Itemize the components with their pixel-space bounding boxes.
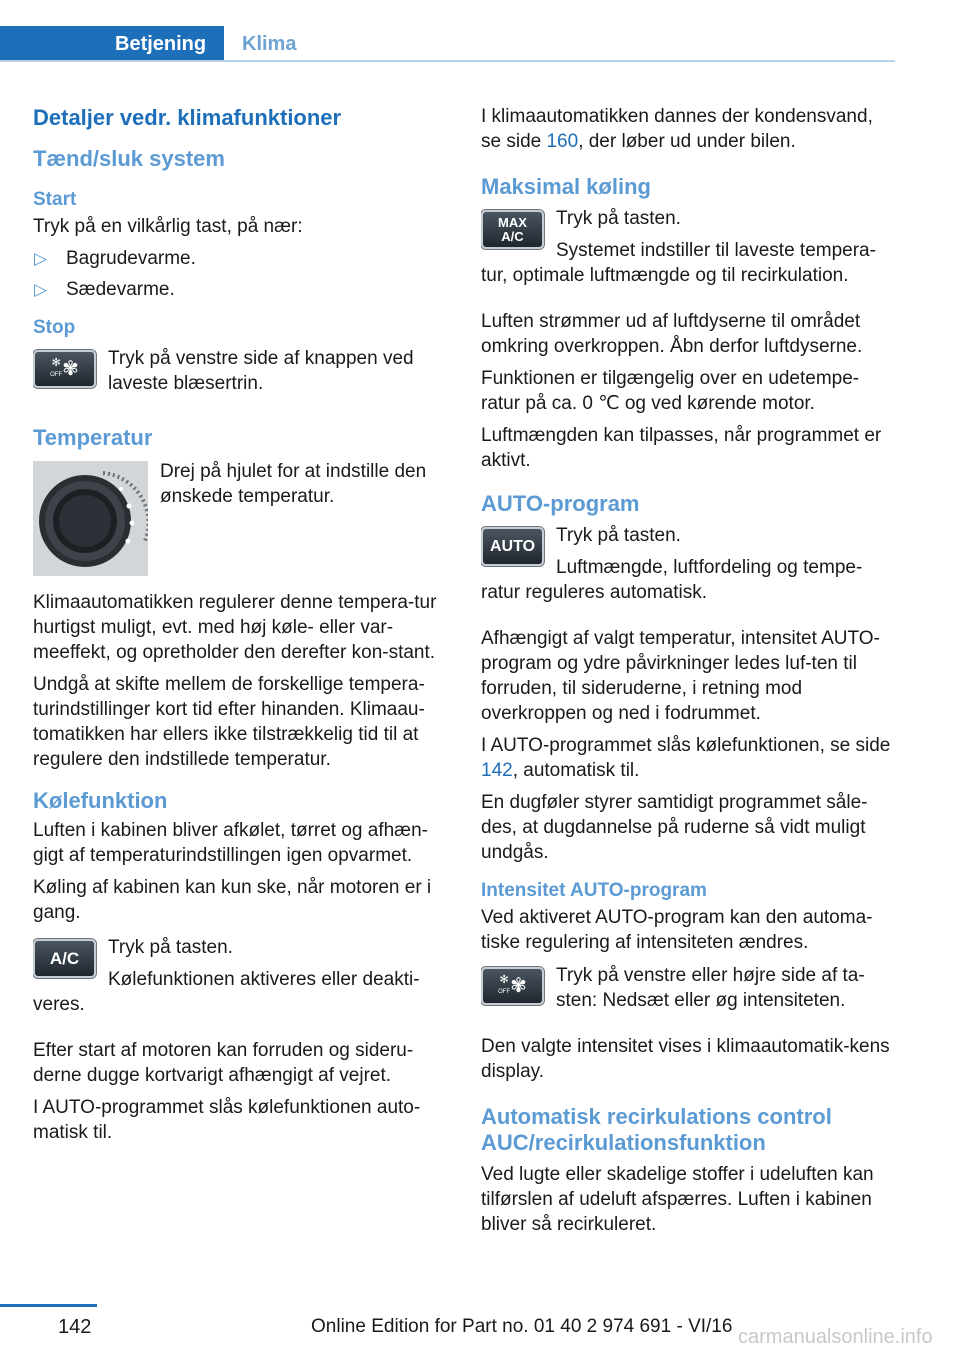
page-number: 142 <box>58 1316 92 1338</box>
list-item: ▷ Bagrudevarme. <box>34 248 196 269</box>
section-title: Detaljer vedr. klimafunktioner <box>33 105 342 130</box>
intensity-figure-text: Tryk på venstre eller højre side af ta‐sten: Nedsæt eller øg intensiteten. <box>556 965 865 1011</box>
condensation-paragraph: I klimaautomatikken dannes der kondensvand, se side 160, der løber ud under bilen. <box>481 106 873 152</box>
heading-cooling: Kølefunktion <box>33 788 168 813</box>
temperature-figure <box>33 459 449 576</box>
heading-stop: Stop <box>33 317 76 338</box>
knob-icon <box>33 461 148 576</box>
exception-list <box>33 246 449 302</box>
heading-start: Start <box>33 189 77 210</box>
ac-button-image: A/C <box>33 939 96 978</box>
stop-text: Tryk på venstre side af knappen ved laveste blæsertrin. <box>108 348 414 394</box>
intensity-paragraph-2: Den valgte intensitet vises i klimaautomatik‐kens display. <box>481 1036 890 1082</box>
ac-figure <box>33 935 449 1024</box>
intensity-paragraph-1: Ved aktiveret AUTO-program kan den automa‐tiske regulering af intensiteten ændres. <box>481 907 873 953</box>
cooling-paragraph-1: Luften i kabinen bliver afkølet, tørret og afhæn‐gigt af temperaturindstillingen igen opvarmet. <box>33 820 428 866</box>
heading-intensity: Intensitet AUTO-program <box>481 880 707 901</box>
max-paragraph-2: Funktionen er tilgængelig over en udetempe‐ratur på ca. 0 ℃ og ved kørende motor. <box>481 368 860 414</box>
fan-icon: ✾ <box>62 357 79 380</box>
page-link-142[interactable]: 142 <box>481 760 513 781</box>
temperature-figure-text: Drej på hjulet for at indstille den ønskede temperatur. <box>160 461 427 507</box>
page-link-160[interactable]: 160 <box>546 131 579 152</box>
max-paragraph-1: Luften strømmer ud af luftdyserne til området omkring overkroppen. Åbn derfor luftdyserne. <box>481 311 863 357</box>
edition-text: Online Edition for Part no. 01 40 2 974 691 - VI/16 <box>311 1316 733 1337</box>
temperature-paragraph-2: Undgå at skifte mellem de forskellige tempera‐turindstillinger kort tid efter hinanden. Klimaau‐tomatikken har ellers ikke tilstrækkelig tid til at regulere den indstillede temperatur. <box>33 674 425 770</box>
temperature-knob-image <box>33 461 148 576</box>
max-figure <box>481 206 896 295</box>
auto-paragraph-1: Afhængigt af valgt temperatur, intensitet AUTO-program og ydre påvirkninger ledes luf‐ten til forruden, til sideruderne, i retning mod overkroppen og ned i fodrummet. <box>481 628 880 724</box>
auto-text-1: Tryk på tasten. <box>556 525 681 546</box>
intensity-figure <box>481 963 896 1020</box>
header-tabs <box>0 26 895 62</box>
ac-text-1: Tryk på tasten. <box>108 937 233 958</box>
auc-paragraph: Ved lugte eller skadelige stoffer i udeluften kan tilførslen af udeluft afspærres. Luften i kabinen bliver så recirkuleret. <box>481 1164 874 1235</box>
fan-off-icon: ✻ OFF <box>50 357 63 378</box>
heading-temperature: Temperatur <box>33 425 153 450</box>
max-paragraph-3: Luftmængden kan tilpasses, når programmet er aktivt. <box>481 425 882 471</box>
tab-betjening[interactable]: Betjening <box>0 26 224 62</box>
auto-paragraph-3: En dugføler styrer samtidigt programmet såle‐des, at dugdannelse på ruderne så vidt muligt undgås. <box>481 792 868 863</box>
cooling-paragraph-4: I AUTO-programmet slås kølefunktionen auto‐matisk til. <box>33 1097 421 1143</box>
max-text-1: Tryk på tasten. <box>556 208 681 229</box>
triangle-bullet-icon: ▷ <box>34 280 48 299</box>
triangle-bullet-icon: ▷ <box>34 249 48 268</box>
auto-button-image: AUTO <box>481 527 544 566</box>
fan-icon: ✾ <box>510 974 527 997</box>
stop-figure <box>33 346 449 403</box>
fan-button-image <box>33 350 96 388</box>
cooling-paragraph-3: Efter start af motoren kan forruden og sideru‐derne dugge kortvarigt afhængigt af vejret. <box>33 1040 414 1086</box>
auto-text-2: Luftmængde, luftfordeling og tempe‐ratur reguleres automatisk. <box>481 557 863 603</box>
right-column <box>481 104 896 1244</box>
fan-button-image <box>481 967 544 1005</box>
auto-figure <box>481 523 896 612</box>
heading-auto-program: AUTO-program <box>481 491 640 516</box>
max-text-2: Systemet indstiller til laveste tempera‐tur, optimale luftmængde og til recirkulation. <box>481 240 876 286</box>
list-item: ▷ Sædevarme. <box>34 279 175 300</box>
header-divider <box>0 60 895 62</box>
cooling-paragraph-2: Køling af kabinen kan kun ske, når motoren er i gang. <box>33 877 432 923</box>
fan-off-icon: ✻ OFF <box>498 974 511 995</box>
max-ac-button-image: MAX A/C <box>481 210 544 249</box>
heading-max-cooling: Maksimal køling <box>481 174 651 199</box>
tab-klima[interactable]: Klima <box>242 33 297 55</box>
ac-text-2: Kølefunktionen aktiveres eller deakti‐veres. <box>33 969 420 1015</box>
start-text: Tryk på en vilkårlig tast, på nær: <box>33 216 303 237</box>
heading-auc: Automatisk recirkulations control AUC/recirkulationsfunktion <box>481 1104 832 1155</box>
footer-divider <box>0 1304 97 1307</box>
left-column <box>33 100 449 1152</box>
heading-system: Tænd/sluk system <box>33 146 225 171</box>
watermark: carmanualsonline.info <box>738 1326 933 1348</box>
temperature-paragraph-1: Klimaautomatikken regulerer denne tempera‐tur hurtigst muligt, evt. med høj køle- eller var‐meeffekt, og opretholder den derefter kon‐stant. <box>33 592 437 663</box>
auto-paragraph-2: I AUTO-programmet slås kølefunktionen, se side 142, automatisk til. <box>481 735 891 781</box>
